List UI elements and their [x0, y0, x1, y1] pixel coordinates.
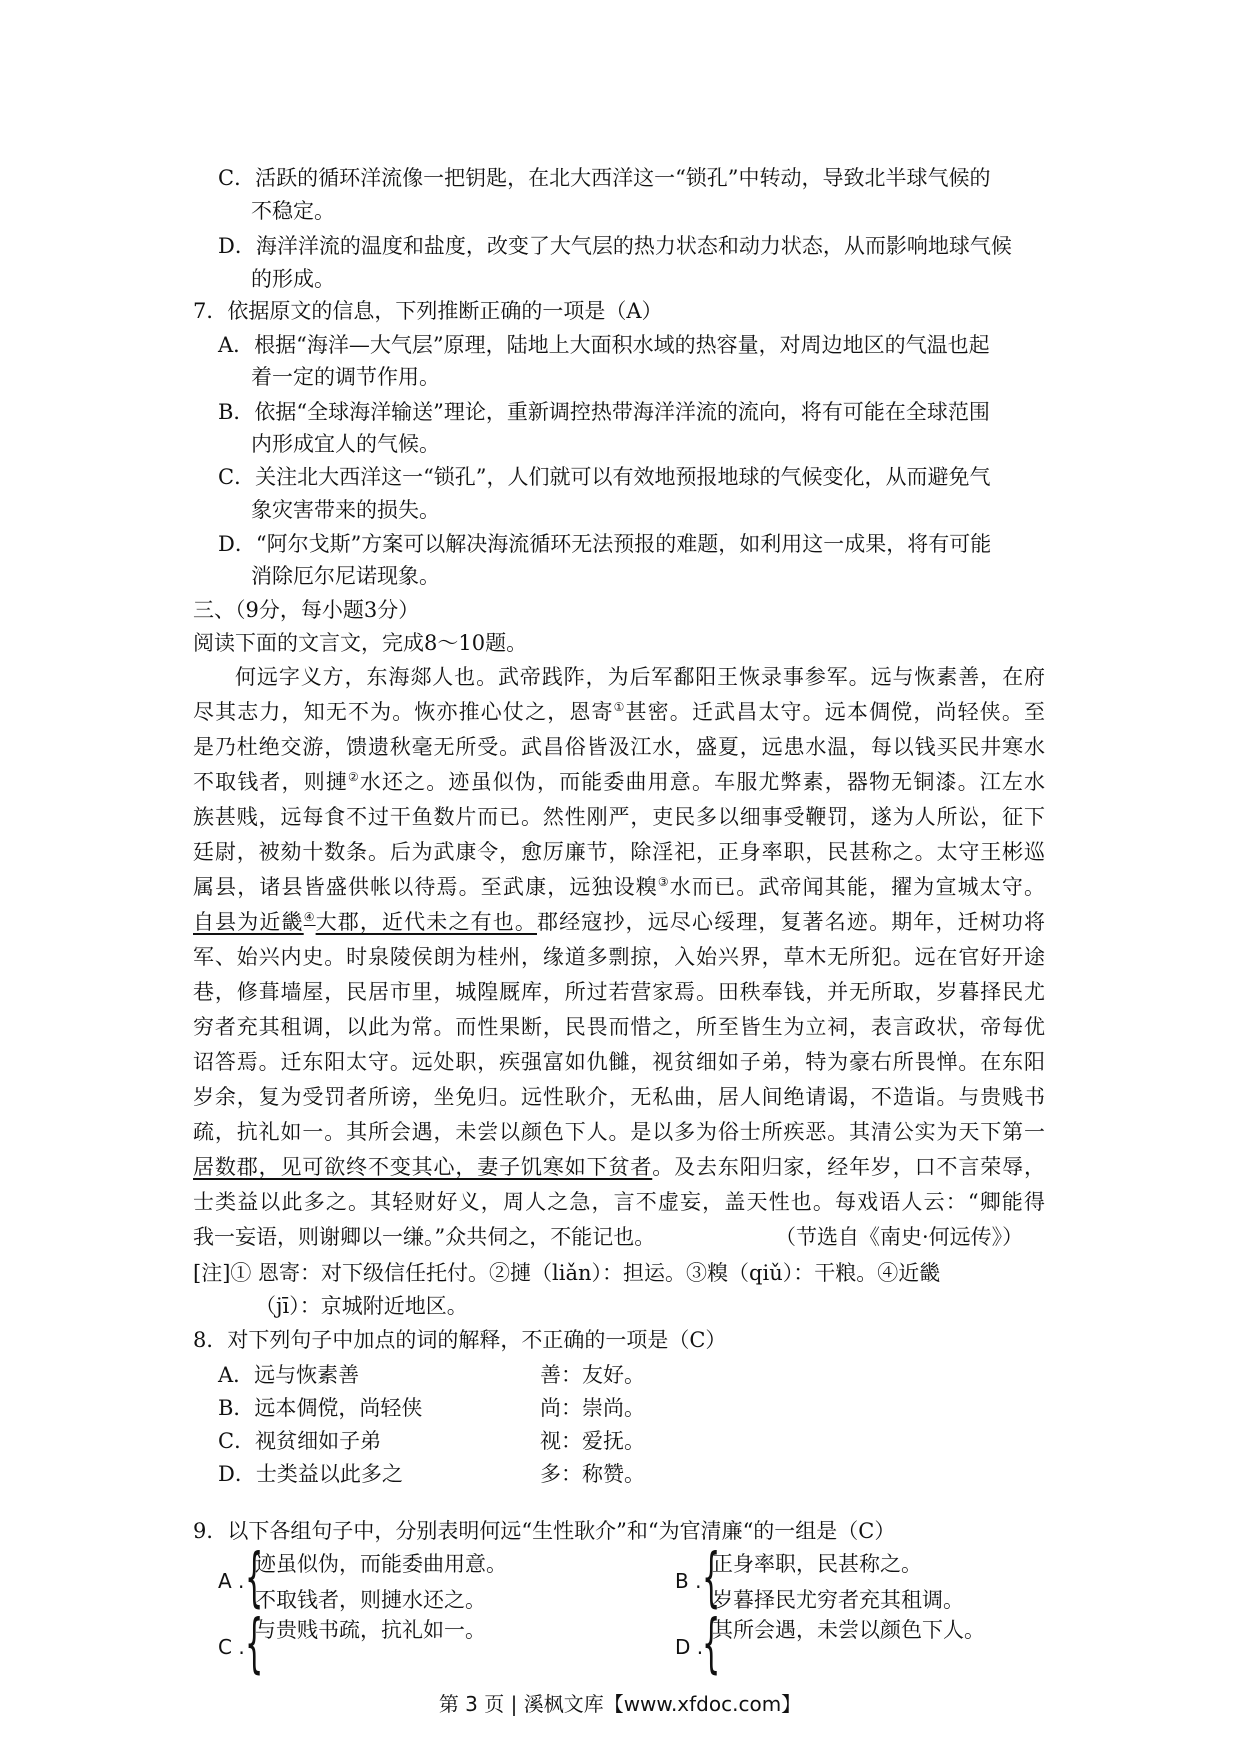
q7-stem: 7．依据原文的信息，下列推断正确的一项是（A） — [193, 299, 663, 323]
q7-option-a-line1: A．根据“海洋—大气层”原理，陆地上大面积水域的热容量，对周边地区的气温也起 — [218, 333, 990, 357]
q7-option-c-line1: C．关注北大西洋这一“锁孔”，人们就可以有效地预报地球的气候变化，从而避免气 — [218, 465, 991, 489]
q6-option-c-line2: 不稳定。 — [251, 199, 335, 223]
annotation-line2: （jī）：京城附近地区。 — [255, 1294, 468, 1318]
q9-option-d-letter: D . — [675, 1635, 704, 1659]
note-mark: ③ — [657, 875, 670, 889]
annotation-line1: [注]① 恩寄：对下级信任托付。②摙（liǎn）：担运。③糗（qiǔ）：干粮。④近畿 — [193, 1261, 941, 1285]
passage-line: 军、始兴内史。时泉陵侯朗为桂州，缘道多剽掠，入始兴界，草木无所犯。远在官好开途 — [193, 945, 1045, 969]
page-footer: 第 3 页 | 溪枫文库【www.xfdoc.com】 — [438, 1692, 802, 1716]
passage-line: 居数郡，见可欲终不变其心，妻子饥寒如下贫者。及去东阳归家，经年岁，口不言荣辱， — [193, 1155, 1046, 1179]
brace-icon: { — [245, 1541, 264, 1615]
passage-line: 何远字义方，东海郯人也。武帝践阼，为后军鄱阳王恢录事参军。远与恢素善，在府 — [235, 665, 1045, 689]
q7-option-d-line2: 消除厄尔尼诺现象。 — [251, 564, 440, 588]
brace-icon: { — [702, 1541, 721, 1615]
q9-option-b-sentence2: 岁暮择民尤穷者充其租调。 — [712, 1588, 964, 1612]
q9-option-a-sentence1: 迹虽似伪，而能委曲用意。 — [255, 1552, 507, 1576]
q8-option-c-sentence: C．视贫细如子弟 — [218, 1429, 382, 1453]
q8-option-b-sentence: B．远本倜傥，尚轻侠 — [218, 1396, 423, 1420]
note-mark: ④ — [303, 910, 316, 924]
q8-option-a-sentence: A．远与恢素善 — [218, 1363, 360, 1387]
q6-option-d-line2: 的形成。 — [251, 267, 335, 291]
passage-line: 疏，抗礼如一。其所会遇，未尝以颜色下人。是以多为俗士所疾恶。其清公实为天下第一 — [193, 1120, 1045, 1144]
passage-line: 岁余，复为受罚者所谤，坐免归。远性耿介，无私曲，居人间绝请谒，不造诣。与贵贱书 — [193, 1085, 1045, 1109]
passage-line: 诏答焉。迁东阳太守。远处职，疾强富如仇雠，视贫细如子弟，特为豪右所畏惮。在东阳 — [193, 1050, 1045, 1074]
passage-line: 廷尉，被劾十数条。后为武康令，愈厉廉节，除淫祀，正身率职，民甚称之。太守王彬巡 — [193, 840, 1045, 864]
q9-option-b-sentence1: 正身率职，民甚称之。 — [712, 1552, 922, 1576]
passage-line: 巷，修葺墙屋，民居市里，城隍厩库，所过若营家焉。田秩奉钱，并无所取，岁暮择民尤 — [193, 980, 1045, 1004]
q7-option-b-line1: B．依据“全球海洋输送”理论，重新调控热带海洋洋流的流向，将有可能在全球范围 — [218, 400, 990, 424]
passage-line: 穷者充其租调，以此为常。而性果断，民畏而惜之，所至皆生为立祠，表言政状，帝每优 — [193, 1015, 1045, 1039]
q8-option-a-gloss: 善：友好。 — [540, 1363, 645, 1387]
q7-option-c-line2: 象灾害带来的损失。 — [251, 498, 440, 522]
q8-option-d-sentence: D．士类益以此多之 — [218, 1462, 403, 1486]
brace-icon: { — [702, 1607, 721, 1681]
q7-option-b-line2: 内形成宜人的气候。 — [251, 432, 440, 456]
passage-line: 是乃杜绝交游，馈遗秋毫无所受。武昌俗皆汲江水，盛夏，远患水温，每以钱买民井寒水 — [193, 735, 1045, 759]
passage-line: 尽其志力，知无不为。恢亦推心仗之，恩寄①甚密。迁武昌太守。远本倜傥，尚轻侠。至 — [193, 700, 1046, 724]
note-mark: ① — [613, 700, 626, 714]
q8-option-c-gloss: 视：爱抚。 — [540, 1429, 645, 1453]
passage-line: 自县为近畿④大郡，近代未之有也。郡经寇抄，远尽心绥理，复著名迹。期年，迁树功将 — [193, 910, 1046, 934]
q8-option-b-gloss: 尚：崇尚。 — [540, 1396, 645, 1420]
underlined-sentence: 大郡，近代未之有也。 — [315, 910, 537, 934]
passage-line: 族甚贱，远每食不过干鱼数片而已。然性刚严，吏民多以细事受鞭罚，遂为人所讼，征下 — [193, 805, 1045, 829]
q9-stem: 9．以下各组句子中，分别表明何远“生性耿介”和“为官清廉“的一组是（C） — [193, 1519, 896, 1543]
section3-intro: 阅读下面的文言文，完成8～10题。 — [193, 631, 528, 655]
passage-line: 士类益以此多之。其轻财好义，周人之急，言不虚妄，盖天性也。每戏语人云：“卿能得 — [193, 1190, 1045, 1214]
passage-line: 不取钱者，则摙②水还之。迹虽似伪，而能委曲用意。车服尤弊素，器物无铜漆。江左水 — [193, 770, 1046, 794]
q9-option-a-letter: A . — [218, 1569, 245, 1593]
note-mark: ② — [347, 770, 360, 784]
q9-option-c-letter: C . — [218, 1635, 245, 1659]
q8-option-d-gloss: 多：称赞。 — [540, 1462, 645, 1486]
passage-line: 属县，诸县皆盛供帐以待焉。至武康，远独设糗③水而已。武帝闻其能，擢为宣城太守。 — [193, 875, 1045, 899]
section3-heading: 三、（9分，每小题3分） — [193, 598, 420, 622]
underlined-sentence: 居数郡，见可欲终不变其心，妻子饥寒如下贫者 — [193, 1155, 653, 1179]
passage-source: （节选自《南史·何远传》） — [775, 1225, 1024, 1249]
q9-option-b-letter: B . — [675, 1569, 702, 1593]
q9-option-c-sentence1: 与贵贱书疏，抗礼如一。 — [255, 1618, 486, 1642]
q9-option-a-sentence2: 不取钱者，则摙水还之。 — [255, 1588, 486, 1612]
brace-icon: { — [245, 1607, 264, 1681]
q9-option-d-sentence1: 其所会遇，未尝以颜色下人。 — [712, 1618, 985, 1642]
q7-option-d-line1: D．“阿尔戈斯”方案可以解决海流循环无法预报的难题，如利用这一成果，将有可能 — [218, 532, 992, 556]
q8-stem: 8．对下列句子中加点的词的解释，不正确的一项是（C） — [193, 1328, 727, 1352]
q6-option-c-line1: C．活跃的循环洋流像一把钥匙，在北大西洋这一“锁孔”中转动，导致北半球气候的 — [218, 166, 991, 190]
q7-option-a-line2: 着一定的调节作用。 — [251, 365, 440, 389]
underlined-sentence: 自县为近畿 — [193, 910, 304, 934]
passage-line: 我一妄语，则谢卿以一缣。”众共伺之，不能记也。 — [193, 1225, 656, 1249]
q6-option-d-line1: D．海洋洋流的温度和盐度，改变了大气层的热力状态和动力状态，从而影响地球气候 — [218, 234, 1012, 258]
